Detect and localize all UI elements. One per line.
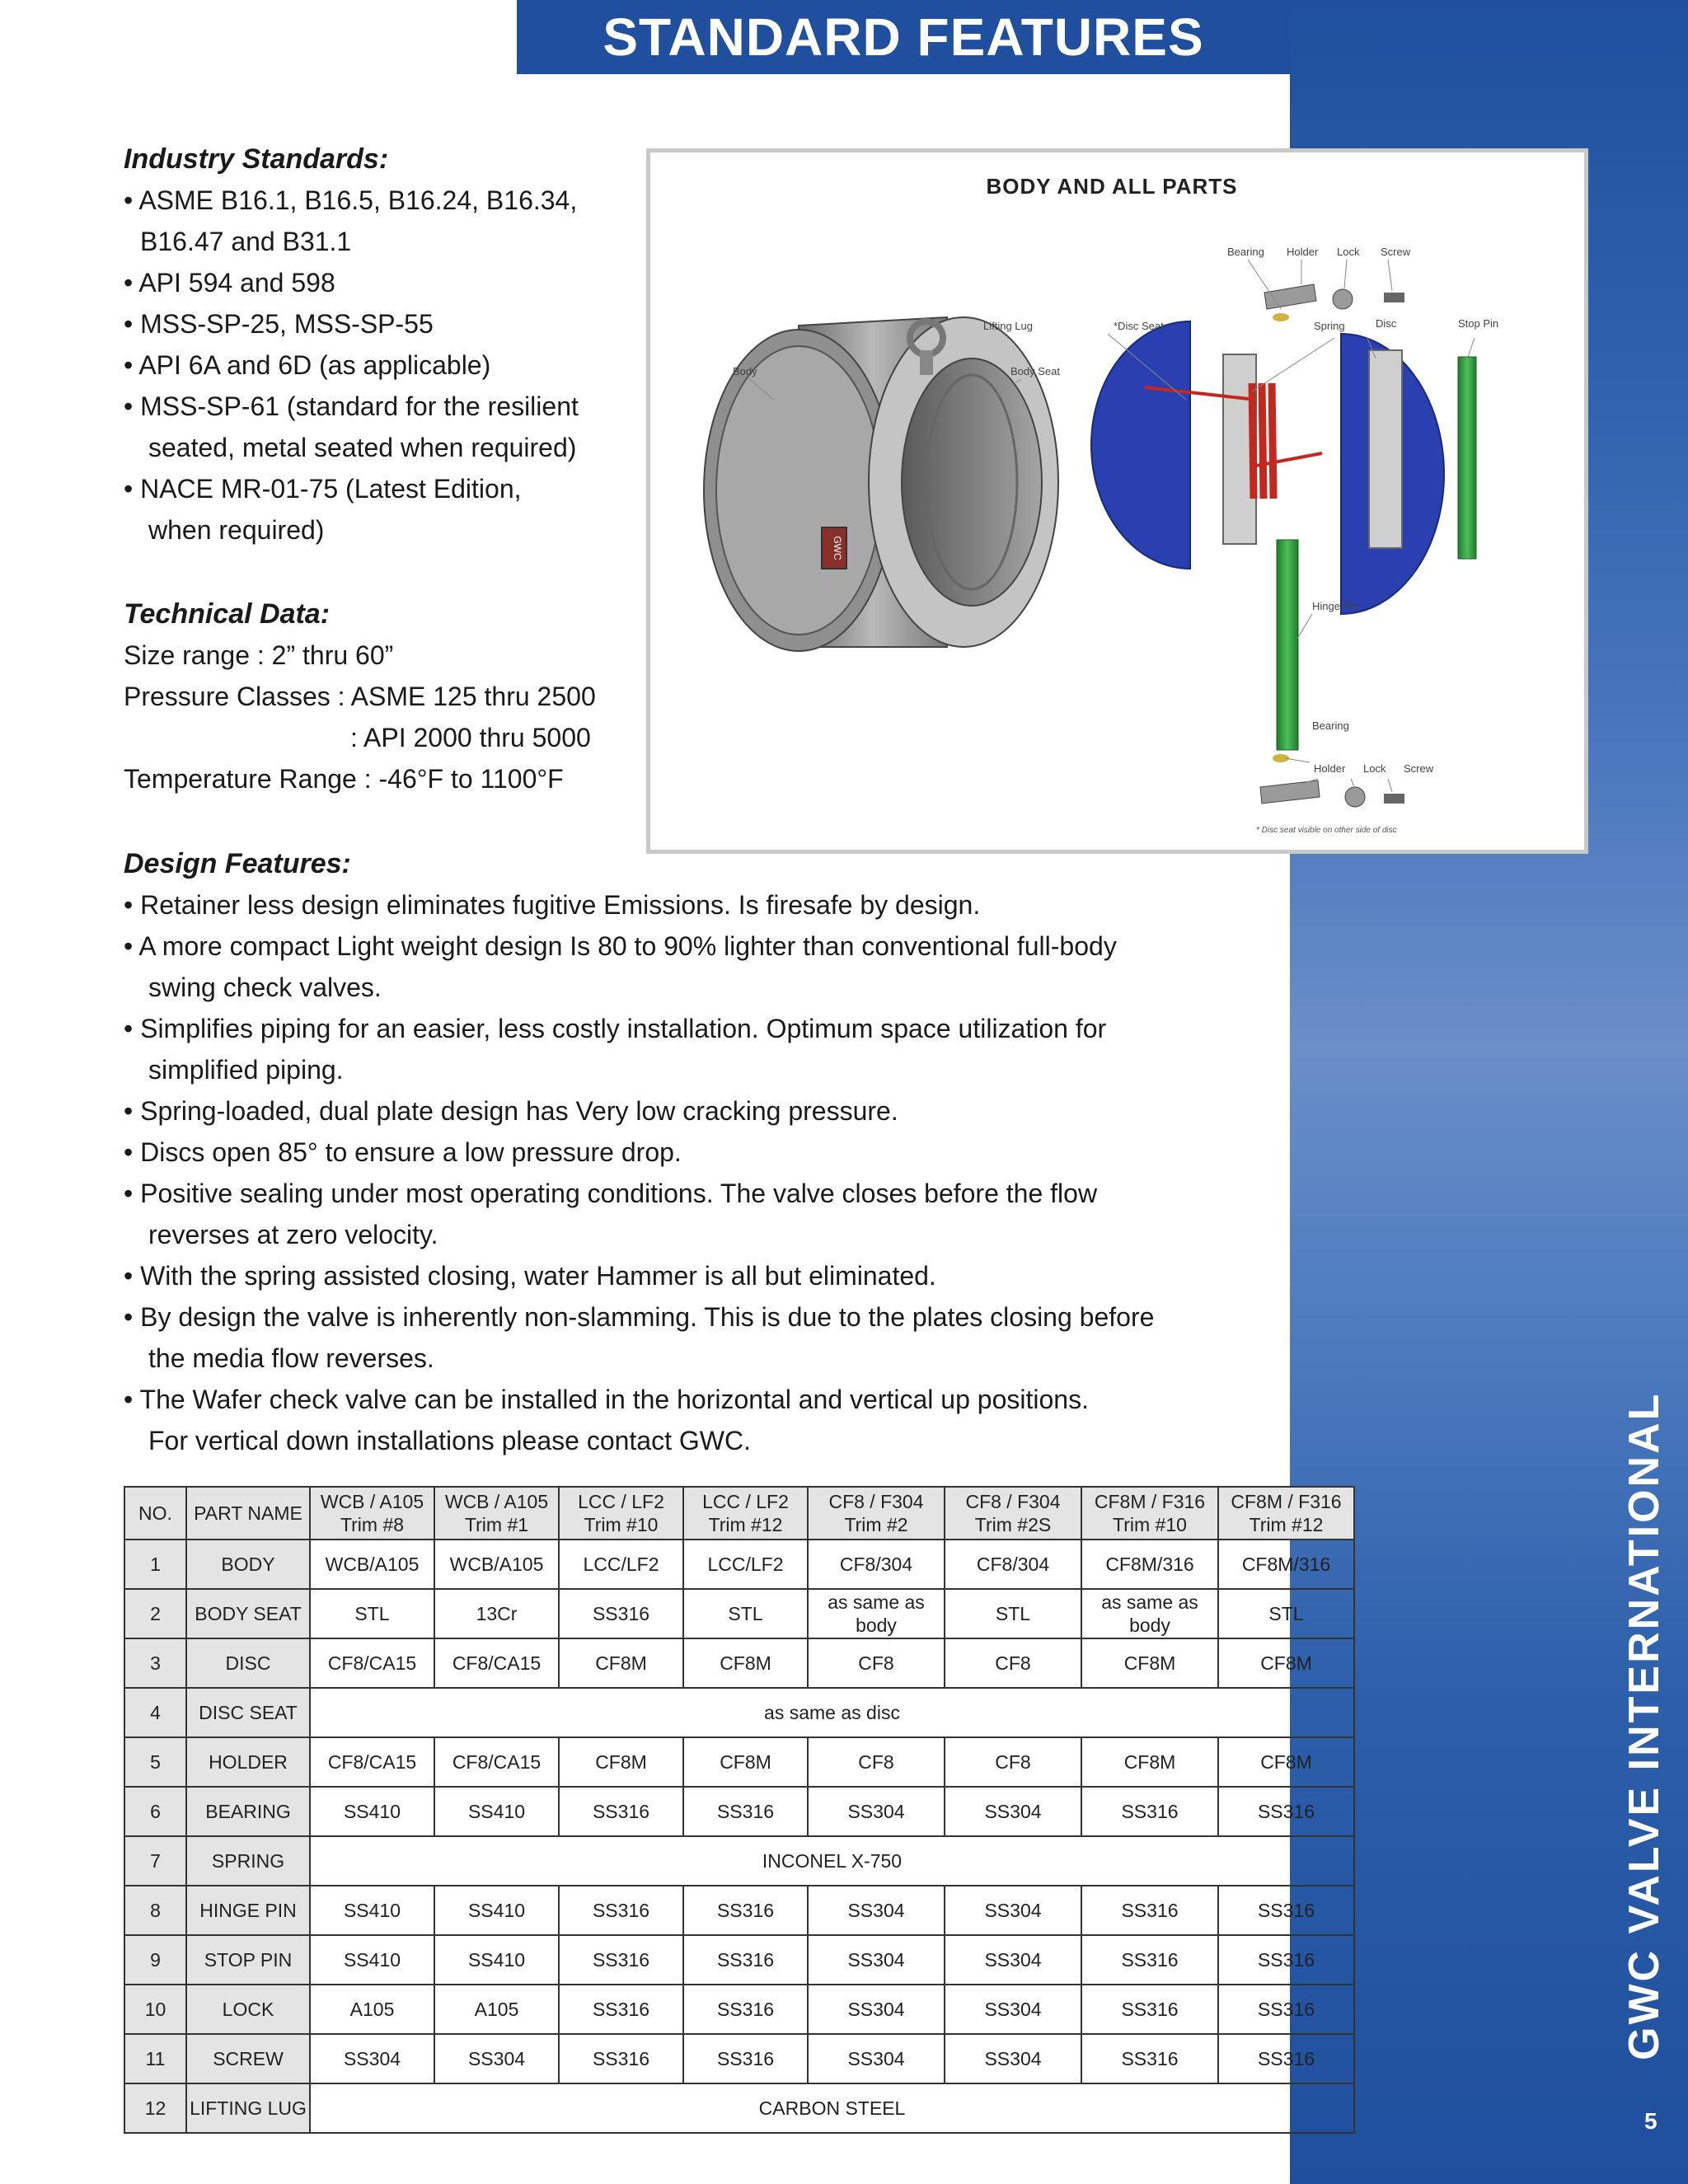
figure-footnote: * Disc seat visible on other side of disc	[1256, 826, 1397, 835]
label-disc: Disc	[1376, 317, 1397, 330]
design-line: • A more compact Light weight design Is 80 to 90% lighter than conventional full-body	[124, 931, 1117, 961]
material-cell-merged: as same as disc	[310, 1688, 1354, 1737]
material-cell: SS316	[1081, 2034, 1218, 2083]
header-trim: WCB / A105 Trim #8	[310, 1487, 434, 1540]
header-no: NO.	[124, 1487, 186, 1540]
valve-exploded-figure	[646, 148, 1588, 854]
material-cell: A105	[434, 1985, 559, 2034]
design-line: • By design the valve is inherently non-slamming. This is due to the plates closing before	[124, 1302, 1155, 1332]
material-cell: SS316	[559, 1589, 683, 1638]
hinge-pin-drawing	[1277, 540, 1298, 750]
industry-line: • MSS-SP-61 (standard for the resilient	[124, 391, 579, 421]
material-cell: SS304	[945, 2034, 1081, 2083]
material-cell: CF8	[945, 1737, 1081, 1787]
material-cell: SS304	[945, 1886, 1081, 1935]
industry-line: when required)	[148, 515, 325, 545]
label-lock-bottom: Lock	[1363, 762, 1386, 775]
technical-data-section	[124, 593, 596, 799]
label-screw-top: Screw	[1381, 246, 1411, 258]
material-cell: CF8M	[1081, 1737, 1218, 1787]
industry-line: • API 594 and 598	[124, 268, 335, 298]
industry-standards-heading: Industry Standards:	[124, 143, 389, 175]
material-cell: CF8M	[683, 1737, 808, 1787]
header-trim: CF8 / F304 Trim #2S	[945, 1487, 1081, 1540]
design-line: • Spring-loaded, dual plate design has Very low cracking pressure.	[124, 1096, 898, 1126]
table-row	[124, 1688, 1354, 1737]
brand-name: GWC VALVE INTERNATIONAL	[1620, 1391, 1668, 2060]
label-lock-top: Lock	[1337, 246, 1360, 258]
material-cell: SS410	[310, 1787, 434, 1836]
stop-pin-drawing	[1458, 357, 1476, 559]
table-row	[124, 2083, 1354, 2133]
part-name: HINGE PIN	[186, 1886, 310, 1935]
material-cell: CF8	[808, 1737, 945, 1787]
part-name: HOLDER	[186, 1737, 310, 1787]
industry-line: seated, metal seated when required)	[148, 433, 577, 462]
material-cell: SS316	[1218, 1985, 1354, 2034]
material-cell: SS304	[310, 2034, 434, 2083]
header-trim: LCC / LF2 Trim #12	[683, 1487, 808, 1540]
table-row	[124, 1638, 1354, 1688]
table-row	[124, 1935, 1354, 1985]
design-line: the media flow reverses.	[148, 1343, 434, 1373]
material-cell: CF8M	[683, 1638, 808, 1688]
design-features-heading: Design Features:	[124, 848, 351, 879]
material-cell: A105	[310, 1985, 434, 2034]
row-number: 3	[124, 1638, 186, 1688]
material-cell: CF8M	[559, 1737, 683, 1787]
part-name: DISC	[186, 1638, 310, 1688]
table-row	[124, 2034, 1354, 2083]
material-cell: SS304	[808, 1985, 945, 2034]
material-cell: CF8	[808, 1638, 945, 1688]
part-name: STOP PIN	[186, 1935, 310, 1985]
design-line: For vertical down installations please contact GWC.	[148, 1426, 751, 1455]
row-number: 6	[124, 1787, 186, 1836]
design-line: • Simplifies piping for an easier, less costly installation. Optimum space utilization for	[124, 1014, 1107, 1043]
design-features-section	[124, 843, 1154, 1461]
industry-standards-section	[124, 138, 579, 551]
row-number: 9	[124, 1935, 186, 1985]
label-lifting-lug: Lifting Lug	[983, 320, 1033, 332]
material-cell: CF8M	[1218, 1737, 1354, 1787]
label-body-seat: Body Seat	[1010, 365, 1060, 377]
material-cell: SS316	[1081, 1886, 1218, 1935]
header-trim: CF8M / F316 Trim #12	[1218, 1487, 1354, 1540]
material-cell: SS304	[808, 1886, 945, 1935]
material-cell: SS304	[808, 1935, 945, 1985]
material-cell: CF8M	[1218, 1638, 1354, 1688]
part-name: SCREW	[186, 2034, 310, 2083]
material-cell: STL	[683, 1589, 808, 1638]
material-cell: SS316	[683, 1985, 808, 2034]
material-cell: SS316	[1081, 1985, 1218, 2034]
part-name: BODY	[186, 1540, 310, 1589]
material-cell: SS410	[310, 1886, 434, 1935]
material-cell: CF8/304	[808, 1540, 945, 1589]
industry-line: • NACE MR-01-75 (Latest Edition,	[124, 474, 522, 504]
part-name: BODY SEAT	[186, 1589, 310, 1638]
material-cell: SS316	[683, 1886, 808, 1935]
part-name: LIFTING LUG	[186, 2083, 310, 2133]
design-line: • Retainer less design eliminates fugitive Emissions. Is firesafe by design.	[124, 890, 981, 920]
material-cell: SS410	[434, 1886, 559, 1935]
material-cell: SS304	[945, 1935, 1081, 1985]
material-cell: SS316	[559, 1787, 683, 1836]
material-cell: SS316	[1218, 2034, 1354, 2083]
material-cell: LCC/LF2	[683, 1540, 808, 1589]
label-body: Body	[733, 365, 757, 377]
design-line: reverses at zero velocity.	[148, 1220, 438, 1249]
design-line: • Discs open 85° to ensure a low pressure drop.	[124, 1137, 682, 1167]
header-trim: CF8 / F304 Trim #2	[808, 1487, 945, 1540]
material-cell: SS316	[1081, 1787, 1218, 1836]
label-hinge-pin: Hinge Pin	[1312, 600, 1359, 612]
material-cell: SS316	[1218, 1886, 1354, 1935]
table-body	[124, 1540, 1354, 2133]
part-name: SPRING	[186, 1836, 310, 1886]
material-cell: CF8M/316	[1218, 1540, 1354, 1589]
material-cell: as same as body	[1081, 1589, 1218, 1638]
design-line: swing check valves.	[148, 972, 382, 1002]
label-bearing-bottom: Bearing	[1312, 719, 1349, 732]
material-cell: CF8/CA15	[434, 1638, 559, 1688]
material-cell: SS316	[1218, 1935, 1354, 1985]
material-cell: CF8/CA15	[310, 1737, 434, 1787]
material-cell: SS304	[945, 1787, 1081, 1836]
disc-drawing	[1091, 321, 1444, 614]
part-name: LOCK	[186, 1985, 310, 2034]
part-name: DISC SEAT	[186, 1688, 310, 1737]
label-holder-top: Holder	[1287, 246, 1319, 258]
material-cell: STL	[310, 1589, 434, 1638]
row-number: 8	[124, 1886, 186, 1935]
table-row	[124, 1787, 1354, 1836]
size-range: Size range : 2” thru 60”	[124, 640, 394, 670]
row-number: 4	[124, 1688, 186, 1737]
industry-line: • MSS-SP-25, MSS-SP-55	[124, 309, 434, 339]
industry-line: • API 6A and 6D (as applicable)	[124, 350, 491, 380]
material-cell: SS316	[559, 1985, 683, 2034]
label-stop-pin: Stop Pin	[1458, 317, 1499, 330]
material-cell: SS316	[683, 2034, 808, 2083]
material-cell: SS410	[434, 1787, 559, 1836]
material-cell: STL	[1218, 1589, 1354, 1638]
figure-title: BODY AND ALL PARTS	[986, 174, 1238, 199]
material-cell: SS316	[1081, 1935, 1218, 1985]
material-cell: CF8/CA15	[310, 1638, 434, 1688]
material-cell: SS316	[683, 1935, 808, 1985]
material-cell: SS316	[559, 1935, 683, 1985]
page-title: STANDARD FEATURES	[517, 0, 1290, 74]
material-cell: SS304	[808, 2034, 945, 2083]
design-line: simplified piping.	[148, 1055, 344, 1085]
table-header-row	[124, 1487, 1354, 1540]
material-cell: LCC/LF2	[559, 1540, 683, 1589]
header-part-name: PART NAME	[186, 1487, 310, 1540]
material-cell: CF8M	[1081, 1638, 1218, 1688]
material-cell: SS410	[310, 1935, 434, 1985]
material-cell-merged: CARBON STEEL	[310, 2083, 1354, 2133]
row-number: 12	[124, 2083, 186, 2133]
material-cell: CF8/CA15	[434, 1737, 559, 1787]
material-cell: WCB/A105	[434, 1540, 559, 1589]
top-hardware-drawing	[1264, 284, 1404, 321]
material-cell: WCB/A105	[310, 1540, 434, 1589]
header-trim: WCB / A105 Trim #1	[434, 1487, 559, 1540]
row-number: 11	[124, 2034, 186, 2083]
header-trim: CF8M / F316 Trim #10	[1081, 1487, 1218, 1540]
pressure-classes: Pressure Classes : ASME 125 thru 2500	[124, 682, 596, 711]
label-spring: Spring	[1314, 320, 1345, 332]
material-cell-merged: INCONEL X-750	[310, 1836, 1354, 1886]
label-bearing-top: Bearing	[1227, 246, 1264, 258]
material-cell: STL	[945, 1589, 1081, 1638]
table-row	[124, 1886, 1354, 1935]
table-row	[124, 1985, 1354, 2034]
table-row	[124, 1836, 1354, 1886]
material-cell: CF8/304	[945, 1540, 1081, 1589]
label-disc-seat: *Disc Seat	[1114, 320, 1164, 332]
design-line: • The Wafer check valve can be installed in the horizontal and vertical up positions.	[124, 1385, 1089, 1414]
material-cell: SS316	[559, 1886, 683, 1935]
material-cell: CF8M/316	[1081, 1540, 1218, 1589]
table-row	[124, 1589, 1354, 1638]
pressure-classes-api: : API 2000 thru 5000	[350, 723, 591, 752]
row-number: 7	[124, 1836, 186, 1886]
label-holder-bottom: Holder	[1314, 762, 1346, 775]
page-number: 5	[1644, 2108, 1658, 2134]
part-name: BEARING	[186, 1787, 310, 1836]
material-cell: as same as body	[808, 1589, 945, 1638]
header-trim: LCC / LF2 Trim #10	[559, 1487, 683, 1540]
row-number: 2	[124, 1589, 186, 1638]
material-cell: SS304	[434, 2034, 559, 2083]
material-cell: 13Cr	[434, 1589, 559, 1638]
material-cell: SS304	[808, 1787, 945, 1836]
design-line: • With the spring assisted closing, water Hammer is all but eliminated.	[124, 1261, 936, 1291]
material-cell: SS410	[434, 1935, 559, 1985]
table-row	[124, 1737, 1354, 1787]
table-row	[124, 1540, 1354, 1589]
materials-table	[124, 1486, 1355, 2134]
temperature-range: Temperature Range : -46°F to 1100°F	[124, 764, 564, 794]
technical-data-heading: Technical Data:	[124, 598, 331, 630]
material-cell: SS304	[945, 1985, 1081, 2034]
label-screw-bottom: Screw	[1404, 762, 1434, 775]
material-cell: SS316	[683, 1787, 808, 1836]
material-cell: SS316	[1218, 1787, 1354, 1836]
material-cell: SS316	[559, 2034, 683, 2083]
material-cell: CF8	[945, 1638, 1081, 1688]
design-line: • Positive sealing under most operating conditions. The valve closes before the flow	[124, 1179, 1098, 1208]
material-cell: CF8M	[559, 1638, 683, 1688]
body-logo: GWC	[832, 536, 843, 560]
industry-line: • ASME B16.1, B16.5, B16.24, B16.34,	[124, 185, 578, 215]
row-number: 10	[124, 1985, 186, 2034]
industry-line: B16.47 and B31.1	[140, 227, 352, 256]
row-number: 5	[124, 1737, 186, 1787]
row-number: 1	[124, 1540, 186, 1589]
